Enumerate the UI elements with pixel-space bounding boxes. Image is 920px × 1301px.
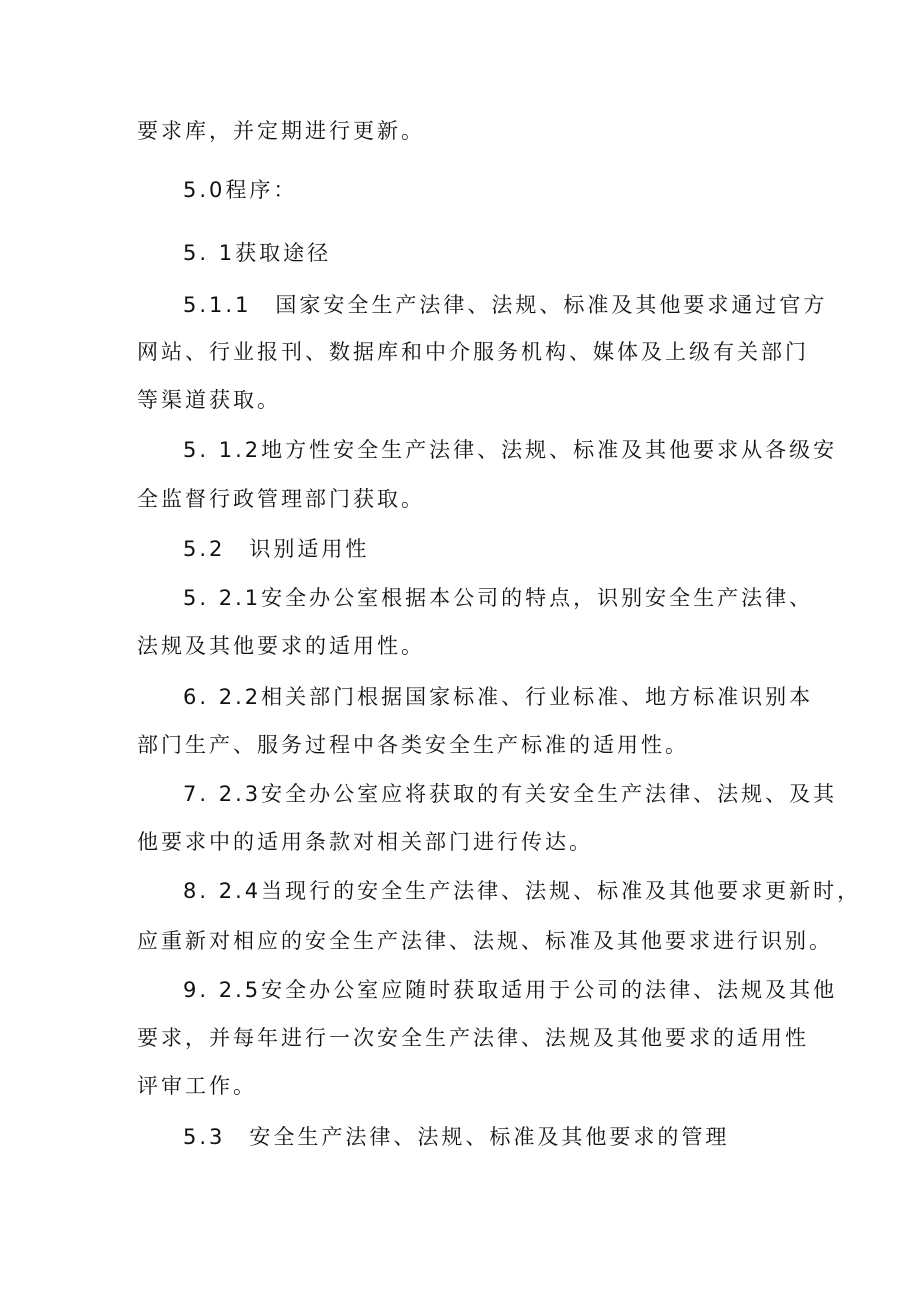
text-line: 他要求中的适用条款对相关部门进行传达。 — [137, 830, 593, 854]
text-line: 5. 1.2地方性安全生产法律、法规、标准及其他要求从各级安 — [183, 438, 838, 462]
section-heading: 5.3 安全生产法律、法规、标准及其他要求的管理 — [183, 1125, 730, 1149]
text-line: 6. 2.2相关部门根据国家标准、行业标准、地方标准识别本 — [183, 685, 814, 709]
text-line: 应重新对相应的安全生产法律、法规、标准及其他要求进行识别。 — [137, 929, 833, 953]
text-line: 评审工作。 — [137, 1074, 257, 1098]
text-line: 5.1.1 国家安全生产法律、法规、标准及其他要求通过官方 — [183, 293, 828, 317]
text-line: 8. 2.4当现行的安全生产法律、法规、标准及其他要求更新时， — [183, 879, 862, 903]
section-heading: 5.0程序： — [183, 178, 298, 202]
text-line: 7. 2.3安全办公室应将获取的有关安全生产法律、法规、及其 — [183, 782, 838, 806]
section-heading: 5. 1获取途径 — [183, 241, 332, 265]
text-line: 等渠道获取。 — [137, 388, 281, 412]
text-line: 全监督行政管理部门获取。 — [137, 487, 425, 511]
text-line: 要求库，并定期进行更新。 — [137, 119, 425, 143]
text-line: 部门生产、服务过程中各类安全生产标准的适用性。 — [137, 733, 689, 757]
text-line: 要求，并每年进行一次安全生产法律、法规及其他要求的适用性 — [137, 1026, 809, 1050]
text-line: 网站、行业报刊、数据库和中介服务机构、媒体及上级有关部门 — [137, 340, 809, 364]
text-line: 5. 2.1安全办公室根据本公司的特点，识别安全生产法律、 — [183, 586, 814, 610]
section-heading: 5.2 识别适用性 — [183, 537, 370, 561]
text-line: 9. 2.5安全办公室应随时获取适用于公司的法律、法规及其他 — [183, 978, 838, 1002]
text-line: 法规及其他要求的适用性。 — [137, 634, 425, 658]
